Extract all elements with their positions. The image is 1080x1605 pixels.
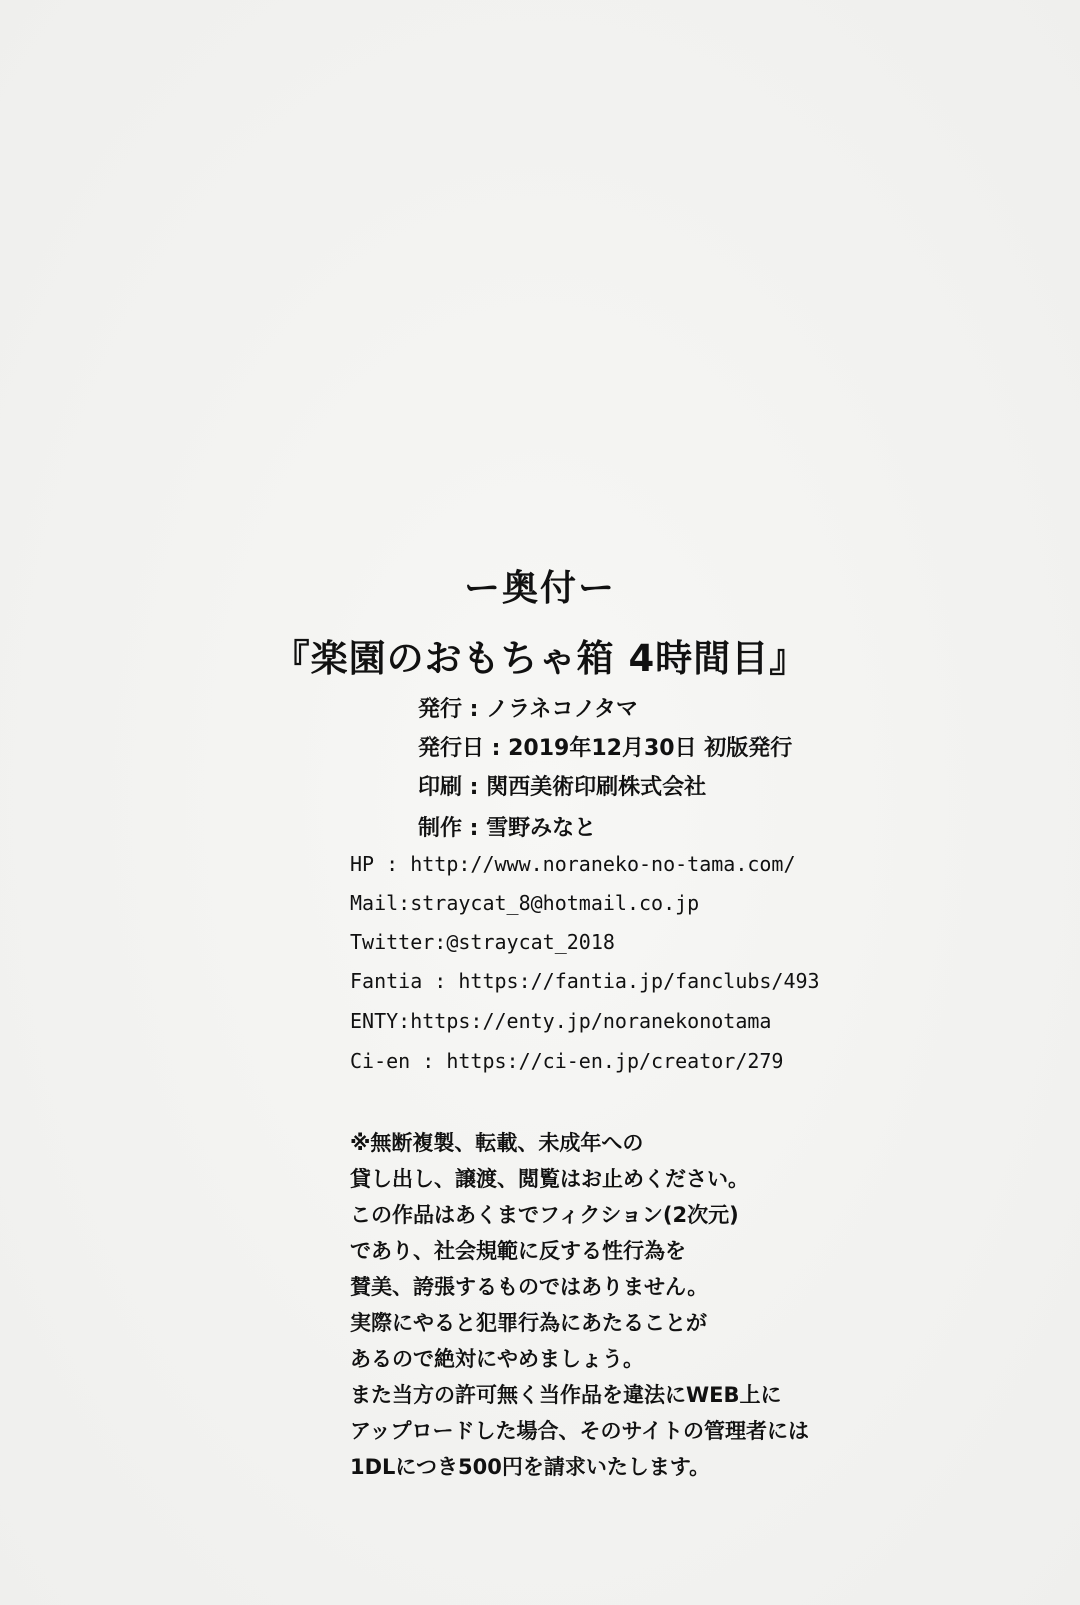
notice-line: 賛美、誇張するものではありません。 — [350, 1275, 709, 1299]
mail-line: Mail:straycat_8@hotmail.co.jp — [350, 891, 700, 915]
twitter-line: Twitter:@straycat_2018 — [350, 930, 615, 954]
fantia-line: Fantia : https://fantia.jp/fanclubs/493 — [350, 969, 820, 993]
notice-line: ※無断複製、転載、未成年への — [350, 1131, 644, 1155]
notice-line: また当方の許可無く当作品を違法にWEB上に — [350, 1383, 782, 1407]
notice-line: 1DLにつき500円を請求いたします。 — [350, 1455, 711, 1479]
producer-line: 制作 : 雪野みなと — [418, 816, 597, 841]
colophon-heading: ー奥付ー — [463, 568, 616, 609]
notice-line: この作品はあくまでフィクション(2次元) — [350, 1203, 739, 1227]
book-title: 『楽園のおもちゃ箱 4時間目』 — [272, 637, 808, 680]
printer-line: 印刷 : 関西美術印刷株式会社 — [418, 775, 707, 800]
notice-line: 実際にやると犯罪行為にあたることが — [350, 1311, 707, 1335]
publisher-line: 発行 : ノラネコノタマ — [418, 697, 638, 722]
notice-line: であり、社会規範に反する性行為を — [350, 1239, 686, 1263]
notice-line: あるので絶対にやめましょう。 — [350, 1347, 644, 1371]
enty-line: ENTY:https://enty.jp/noranekonotama — [350, 1009, 772, 1033]
cien-line: Ci-en : https://ci-en.jp/creator/279 — [350, 1049, 784, 1073]
notice-line: アップロードした場合、そのサイトの管理者には — [350, 1419, 810, 1443]
homepage-line: HP : http://www.noraneko-no-tama.com/ — [350, 852, 796, 876]
notice-line: 貸し出し、譲渡、閲覧はお止めください。 — [350, 1167, 749, 1191]
publish-date-line: 発行日 : 2019年12月30日 初版発行 — [418, 736, 793, 761]
